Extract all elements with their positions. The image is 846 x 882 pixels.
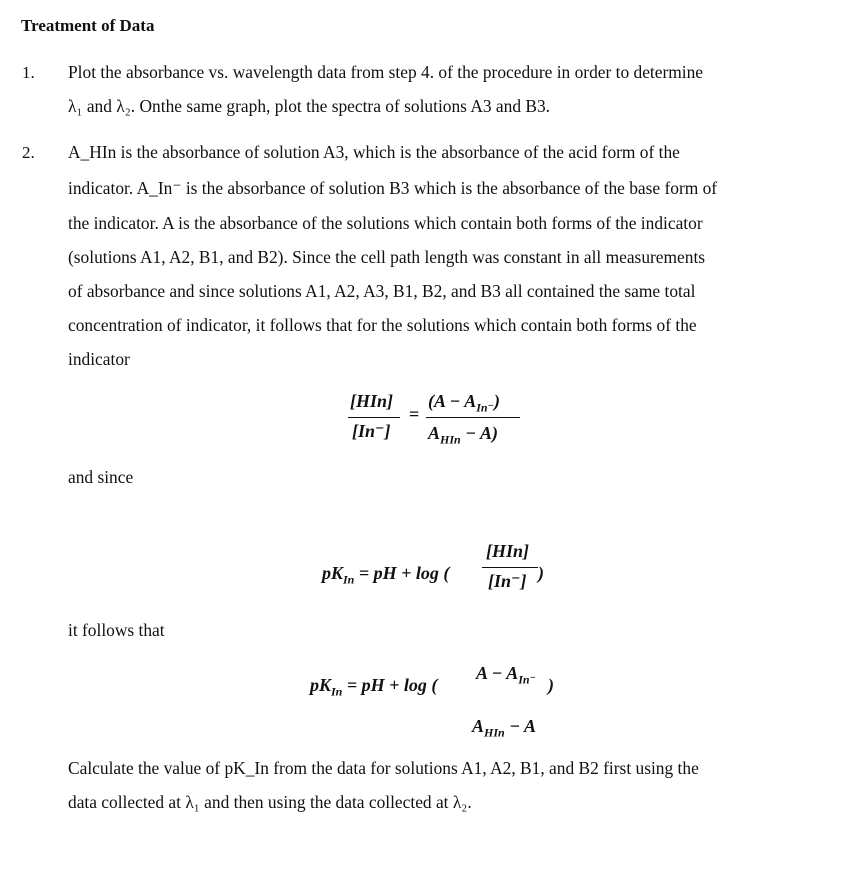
eq3-numerator-sub: In⁻ — [518, 672, 536, 687]
eq1-left-denominator: [In⁻] — [352, 421, 391, 441]
eq1-left-fraction-bar — [348, 417, 400, 418]
eq1-right-denominator-rest: − A) — [460, 423, 498, 443]
eq3-numerator: A − A — [476, 663, 519, 683]
item-2-line-2: indicator. A_In⁻ is the absorbance of solution B3 which is the absorbance of the base form of — [68, 178, 718, 198]
item-2-line-5: of absorbance and since solutions A1, A2, A3, B1, B2, and B3 all contained the same total — [68, 281, 696, 301]
eq1-right-denominator-sub: HIn — [440, 432, 461, 447]
eq3-close: ) — [548, 675, 554, 695]
eq1-left-numerator: [HIn] — [350, 391, 394, 411]
item-2-line-7: indicator — [68, 349, 130, 369]
eq3-denominator: A — [472, 716, 485, 736]
item-1-line-2: λ₁ and λ₂. Onthe same graph, plot the spectra of solutions A3 and B3. — [68, 96, 551, 116]
eq3-lhs-sub: In — [331, 684, 343, 699]
conclusion-line-2: data collected at λ₁ and then using the data collected at λ₂. — [68, 792, 472, 812]
item-2-line-1: A_HIn is the absorbance of solution A3, which is the absorbance of the acid form of the — [68, 142, 680, 162]
eq2-mid: = pH + log ( — [354, 563, 450, 583]
conclusion-line-1: Calculate the value of pK_In from the data for solutions A1, A2, B1, and B2 first using the — [68, 758, 699, 778]
it-follows-text: it follows that — [68, 620, 165, 640]
eq1-right-fraction-bar — [426, 417, 520, 418]
item-2-line-6: concentration of indicator, it follows that for the solutions which contain both forms of the — [68, 315, 697, 335]
eq2-lhs: pK — [322, 563, 344, 583]
eq1-right-numerator-sub: In⁻ — [476, 400, 494, 415]
eq2-numerator: [HIn] — [486, 541, 530, 561]
eq2-close: ) — [538, 563, 544, 583]
eq1-right-numerator: (A − A — [428, 391, 477, 411]
eq1-right-denominator: A — [428, 423, 441, 443]
eq2-lhs-sub: In — [343, 572, 355, 587]
eq1-equals: = — [409, 404, 420, 424]
eq3-denominator-sub: HIn — [484, 725, 505, 740]
item-2-line-4: (solutions A1, A2, B1, and B2). Since the cell path length was constant in all measurements — [68, 247, 706, 267]
and-since-text: and since — [68, 467, 134, 487]
eq3-mid: = pH + log ( — [342, 675, 438, 695]
eq2-denominator: [In⁻] — [488, 571, 527, 591]
section-heading: Treatment of Data — [21, 16, 155, 35]
eq3-lhs: pK — [310, 675, 332, 695]
eq3-denominator-rest: − A — [504, 716, 536, 736]
eq1-right-numerator-close: ) — [493, 391, 500, 411]
eq2-fraction-bar — [482, 567, 538, 568]
item-2-line-3: the indicator. A is the absorbance of the solutions which contain both forms of the indicator — [68, 213, 703, 233]
item-1-number: 1. — [22, 63, 35, 82]
item-1-line-1: Plot the absorbance vs. wavelength data from step 4. of the procedure in order to determine — [68, 62, 704, 82]
item-2-number: 2. — [22, 143, 35, 162]
